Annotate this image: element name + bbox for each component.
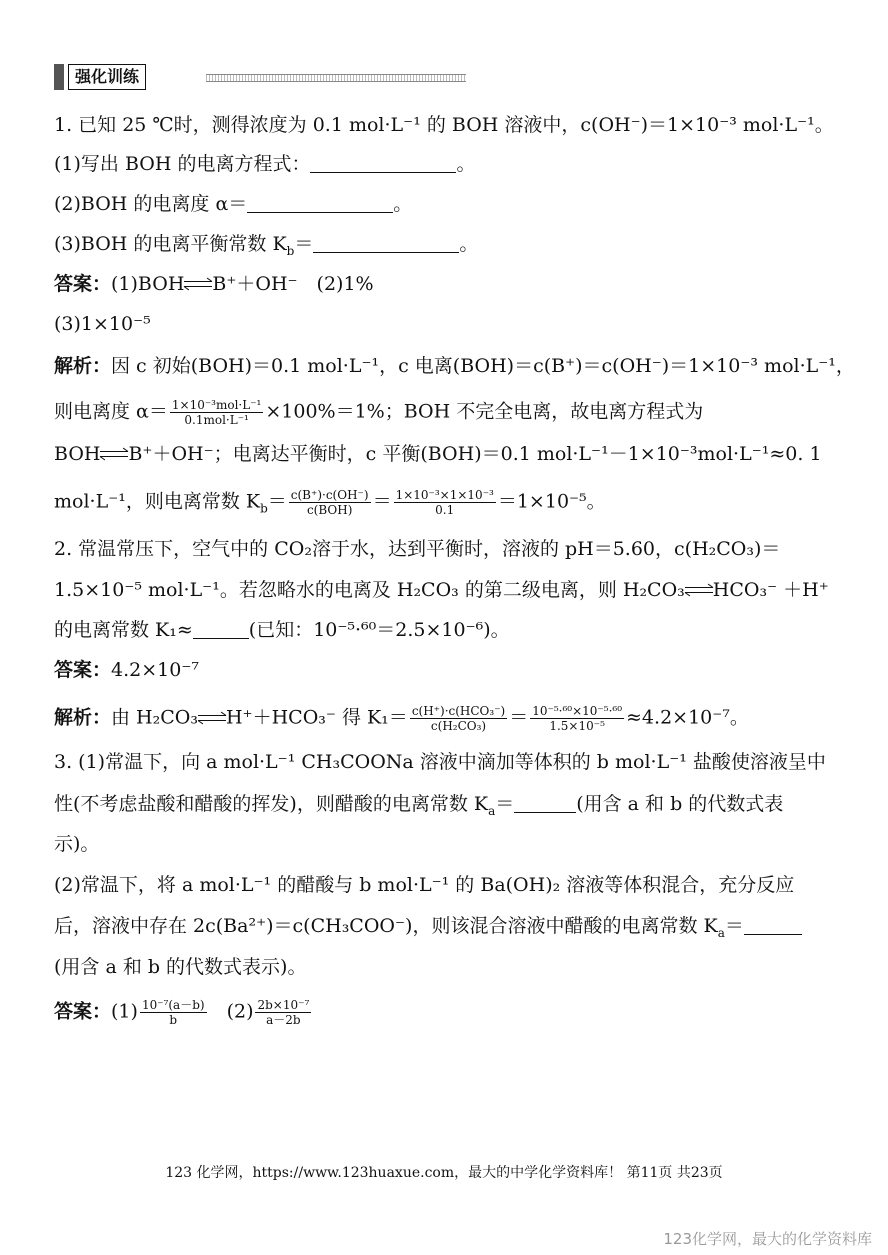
- watermark-text: 123化学网，最大的化学资料库: [663, 1230, 872, 1248]
- q1-part1: [54, 152, 475, 176]
- q3-line1: 3. (1)常温下，向 a mol·L⁻¹ CH₃COONa 溶液中滴加等体积的 b mol·L⁻¹ 盐酸使溶液呈中: [54, 751, 826, 773]
- q2-expl-c: ≈4.2×10⁻⁷。: [626, 706, 749, 729]
- q2-answer-value: 4.2×10⁻⁷: [111, 659, 199, 681]
- q1-expl-l4b: ＝1×10⁻⁵。: [497, 490, 606, 513]
- q1-expl-l1: 因 c 初始(BOH)＝0.1 mol·L⁻¹，c 电离(BOH)＝c(B⁺)＝c(OH⁻)＝1×10⁻³ mol·L⁻¹，: [111, 355, 855, 377]
- fraction-numerator: c(H⁺)·c(HCO₃⁻): [411, 704, 506, 718]
- q2-expl-b: H⁺＋HCO₃⁻ 得 K₁＝: [225, 706, 408, 729]
- fraction-numerator: c(B⁺)·c(OH⁻): [290, 488, 369, 502]
- fraction-denominator: 0.1: [435, 503, 455, 517]
- q1-part1-text: (1)写出 BOH 的电离方程式：: [54, 153, 311, 175]
- fraction-denominator: 0.1mol·L⁻¹: [184, 413, 249, 427]
- q2-l2a: 1.5×10⁻⁵ mol·L⁻¹。若忽略水的电离及 H₂CO₃ 的第二级电离，则 H₂CO₃: [54, 579, 685, 601]
- q1-expl-label: 解析：: [54, 355, 112, 377]
- q3-a1-prefix: (1): [111, 1000, 138, 1023]
- q1-part3-eq: ＝: [294, 233, 314, 255]
- q1-stem: 1. 已知 25 ℃时，测得浓度为 0.1 mol·L⁻¹ 的 BOH 溶液中，c(OH⁻)＝1×10⁻³ mol·L⁻¹。: [54, 114, 834, 136]
- fraction-denominator: a－2b: [266, 1013, 301, 1027]
- header-bar-decoration: [54, 64, 64, 90]
- q3-blank-2[interactable]: [744, 916, 802, 935]
- q1-explanation-line1: [54, 354, 855, 378]
- q3-l2a: 性(不考虑盐酸和醋酸的挥发)，则醋酸的电离常数 K: [54, 793, 489, 815]
- equilibrium-arrow-icon: [184, 277, 212, 291]
- equilibrium-arrow-icon: [685, 583, 713, 597]
- q1-answer-1a: (1)BOH: [111, 273, 185, 295]
- q1-answer-3: (3)1×10⁻⁵: [54, 313, 151, 335]
- q2-answer-label: 答案：: [54, 659, 112, 681]
- q2-expl-eq: ＝: [509, 706, 529, 729]
- q2-answer: [54, 658, 199, 682]
- q2-line3: [54, 618, 510, 642]
- q1-answer-1b: B⁺＋OH⁻ (2)1%: [212, 273, 374, 295]
- q1-explanation-line4: [54, 488, 606, 520]
- q1-expl-l4-eq: ＝: [267, 490, 287, 513]
- q2-k1-fraction-2: [530, 704, 624, 733]
- section-title: 强化训练: [68, 64, 146, 90]
- q1-expl-l3a: BOH: [54, 443, 101, 465]
- q3-a2-prefix: (2): [226, 1000, 254, 1023]
- q3-blank-1[interactable]: [514, 794, 576, 813]
- q1-explanation-line3: [54, 442, 822, 466]
- q3-line3: 示)。: [54, 833, 100, 855]
- q2-k1-fraction-1: [410, 704, 507, 733]
- q1-expl-l4-sub: b: [260, 501, 268, 516]
- q1-answer-label: 答案：: [54, 273, 112, 295]
- q1-part2-end: 。: [393, 193, 413, 215]
- q2-expl-label: 解析：: [54, 706, 112, 729]
- fraction-denominator: b: [169, 1013, 178, 1027]
- q1-blank-1[interactable]: [310, 154, 456, 173]
- q3-answer-label: 答案：: [54, 1000, 112, 1023]
- q1-blank-3[interactable]: [313, 234, 459, 253]
- q3-line6: (用含 a 和 b 的代数式表示)。: [54, 956, 307, 978]
- fraction-numerator: 1×10⁻³×1×10⁻³: [395, 488, 494, 502]
- q2-line2: [54, 578, 829, 602]
- q3-line4: (2)常温下，将 a mol·L⁻¹ 的醋酸与 b mol·L⁻¹ 的 Ba(OH)₂ 溶液等体积混合，充分反应: [54, 874, 795, 896]
- fraction-numerator: 2b×10⁻⁷: [257, 998, 310, 1012]
- q1-expl-l4a: mol·L⁻¹，则电离常数 K: [54, 490, 261, 513]
- q1-part2-text: (2)BOH 的电离度 α＝: [54, 193, 248, 215]
- q3-line5: [54, 914, 802, 945]
- q1-expl-l3b: B⁺＋OH⁻；电离达平衡时，c 平衡(BOH)＝0.1 mol·L⁻¹－1×10⁻³mol·L⁻¹≈0. 1: [128, 443, 822, 465]
- equilibrium-arrow-icon: [100, 447, 128, 461]
- q3-l5a: 后，溶液中存在 2c(Ba²⁺)＝c(CH₃COO⁻)，则该混合溶液中醋酸的电离常数 K: [54, 915, 718, 937]
- q1-answer: [54, 272, 374, 296]
- fraction-denominator: c(H₂CO₃): [430, 719, 487, 733]
- fraction-numerator: 1×10⁻³mol·L⁻¹: [171, 398, 262, 412]
- q2-line1: 2. 常温常压下，空气中的 CO₂溶于水，达到平衡时，溶液的 pH＝5.60，c(H₂CO₃)＝: [54, 538, 781, 560]
- q3-l2b: (用含 a 和 b 的代数式表: [576, 793, 784, 815]
- q1-kb-fraction-1: [289, 488, 371, 517]
- q1-explanation-line2: [54, 398, 703, 427]
- q1-kb-fraction-2: [394, 488, 496, 517]
- fraction-numerator: 10⁻⁵·⁶⁰×10⁻⁵·⁶⁰: [532, 704, 623, 718]
- equilibrium-arrow-icon: [198, 711, 226, 725]
- q1-part3-text: (3)BOH 的电离平衡常数 K: [54, 233, 287, 255]
- q3-l5-eq: ＝: [724, 915, 744, 937]
- q1-expl-l4-eq2: ＝: [372, 490, 392, 513]
- q1-alpha-fraction: [170, 398, 263, 427]
- q3-answer: [54, 998, 313, 1027]
- q1-blank-2[interactable]: [247, 194, 393, 213]
- q1-expl-l2b: ×100%＝1%；BOH 不完全电离，故电离方程式为: [265, 400, 704, 423]
- fraction-denominator: 1.5×10⁻⁵: [549, 719, 605, 733]
- q3-l2-sub: a: [488, 803, 496, 818]
- q1-part3-sub: b: [286, 243, 295, 258]
- q3-line2: [54, 792, 783, 823]
- q1-part2: [54, 192, 412, 216]
- q1-expl-l2a: 则电离度 α＝: [54, 400, 168, 423]
- q2-l2b: HCO₃⁻ ＋H⁺: [712, 579, 829, 601]
- fraction-denominator: c(BOH): [306, 503, 353, 517]
- q3-l2-eq: ＝: [495, 793, 515, 815]
- section-header: [54, 64, 414, 90]
- q1-part3-end: 。: [459, 233, 479, 255]
- q2-expl-a: 由 H₂CO₃: [111, 706, 198, 729]
- q3-answer2-fraction: [255, 998, 311, 1027]
- q3-l5-sub: a: [717, 925, 725, 940]
- q2-explanation: [54, 704, 749, 733]
- q2-l3a: 的电离常数 K₁≈: [54, 619, 193, 641]
- page-footer: 123 化学网，https://www.123huaxue.com，最大的中学化学资料库！ 第11页 共23页: [165, 1165, 723, 1181]
- q1-part1-end: 。: [456, 153, 476, 175]
- header-rule-decoration: [206, 74, 466, 82]
- q2-l3b: (已知：10⁻⁵·⁶⁰＝2.5×10⁻⁶)。: [248, 619, 510, 641]
- fraction-numerator: 10⁻⁷(a－b): [141, 998, 205, 1012]
- q3-answer1-fraction: [140, 998, 207, 1027]
- q2-blank[interactable]: [193, 620, 249, 639]
- q1-part3: [54, 232, 478, 263]
